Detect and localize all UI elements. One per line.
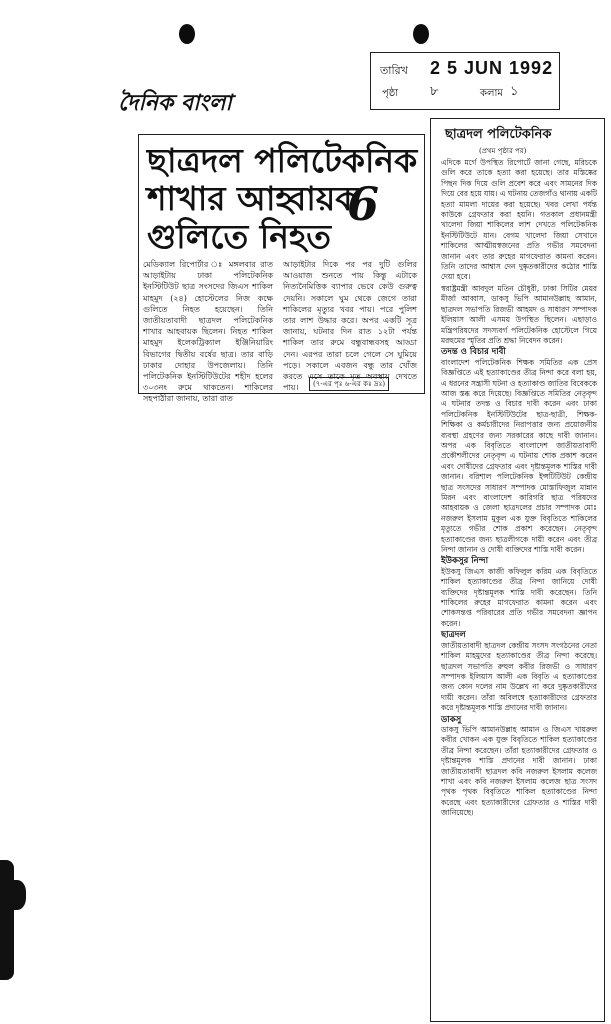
article-clipping-main (138, 134, 425, 404)
stamp-date: 2 5 JUN 1992 (430, 58, 554, 78)
headline-line-3: গুলিতে নিহত (147, 217, 332, 256)
date-stamp (370, 52, 560, 110)
stamp-column-value: ১ (510, 84, 519, 99)
newspaper-masthead: দৈনিক বাংলা (118, 90, 232, 116)
article-body-column-2: আড়াইটার দিকে পর পর দুটি গুলির আওয়াজ শুনতে পায় কিন্তু এটাকে নিত্যনৈমিত্তিক ব্যাপার ভেবে কেউ গুরুত্ব দেয়নি। সকালে ঘুম থেকে জেগে তারা শাকিলের মৃত্যুর খবর পায়। পরে পুলিশ তার লাশ উদ্ধার করে। অপর একটি সূত্র জানায়, ঘটনার দিন রাত ১২টা পর্যন্ত শাকিল তার রুমে বন্ধুবান্ধবসহ আড্ডা দেন। এরপর তারা চলে গেলে সে ঘুমিয়ে পড়ে। সকালে এবজন বন্ধু তার খোঁজ করতে এসে তাকে মৃত অবস্থায় দেখতে পায়। (283, 260, 417, 393)
article-body-column-1: মেডিক্যাল রিপোর্টার ঃ মঙ্গলবার রাত আড়াইটায় ঢাকা পলিটেকনিক ইনস্টিটিউট ছাত্র সংসদের জিএস শাকিল মাহমুদ (২৪) হোস্টেলের নিজ কক্ষে গুলিতে নিহত হয়েছেন। তিনি জাতীয়তাবাদী ছাত্রদল পলিটেকনিক শাখার আহবায়ক ছিলেন। নিহত শাকিল মাহমুদ ইলেকট্রিক্যাল ইঞ্জিনিয়ারিং বিভাগের দ্বিতীয় বর্ষের ছাত্র। তার বাড়ি ঢাকার দোহার উপজেলায়। তিনি পলিটেকনিক ইনস্টিটিউটের শহীদ হলের ৩০৩নং রুমে থাকতেন। শাকিলের সহপাঠীরা জানায়, তারা রাত (143, 260, 273, 404)
punch-hole (179, 24, 195, 44)
continued-from-note: (প্রথম পৃষ্ঠার পর) (479, 147, 527, 155)
paragraph: বাংলাদেশ পলিটেকনিক শিক্ষক সমিতির এক প্রেস বিজ্ঞপ্তিতে এই হত্যাকাণ্ডের তীব্র নিন্দা করে বলা হয়, এ ধরনের সন্ত্রাসী ঘটনা ও হত্যাকাণ্ড জাতির বিবেককে আজ স্তব্ধ করে দিয়েছে। বিজ্ঞপ্তিতে সমিতির নেতৃবৃন্দ এ ঘটনার তদন্ত ও বিচার দাবী করেন এবং ঢাকা পলিটেকনিক ইনস্টিটিউটের ছাত্র-ছাত্রী, শিক্ষক-শিক্ষিকা ও কর্মচারীদের নিরাপত্তার জন্য প্রয়োজনীয় ব্যবস্থা গ্রহণের জন্য সরকারের কাছে দাবী জানান। অপর এক বিবৃতিতে বাংলাদেশ জাতীয়তাবাদী প্রকৌশলীদের নেতৃবৃন্দ এ ঘটনায় শোক প্রকাশ করেন এবং দোষীদের গ্রেফতার এবং দৃষ্টান্তমূলক শাস্তির দাবী জানান। বরিশাল পলিটেকনিক ইন্সটিটিউট কেন্দ্রীয় ছাত্র সংসদের সাধারণ সম্পাদক মোস্তাফিজুল মান্নান মিরন এবং বাংলাদেশ কারিগরি ছাত্র পরিষদের আহবায়ক ও জেলা ছাত্রদলের প্রচার সম্পাদক মোঃ নজরুল ইসলাম মুকুল এক যুক্ত বিবৃতিতে শাকিলের মৃত্যুতে গভীর শোক প্রকাশ করেছেন। নেতৃবৃন্দ হত্যাকাণ্ডের জন্য ছাত্রলীগকে দায়ী করেন এবং তীব্র নিন্দা জানান ও দোষী ব্যক্তিদের শাস্তি দাবী করেন। (441, 357, 597, 555)
paragraph: ডাকসু ভিপি আমানউল্লাহ আমান ও জিএস খায়রুল কবীর খোকন এক যুক্ত বিবৃতিতে শাকিল হত্যাকাণ্ডের তীব্র নিন্দা করেছেন। তাঁরা হত্যাকারীদের গ্রেফতার ও দৃষ্টান্তমূলক শাস্তি প্রদানের দাবী জানান। ঢাকা জাতীয়তাবাদী ছাত্রদল কবি নজরুল ইসলাম কলেজ শাখা এবং কবি নজরুল ইসলাম কলেজ ছাত্র সংসদ পৃথক পৃথক বিবৃতিতে শাকিল হত্যাকাণ্ডের নিন্দা করেছে এবং হত্যাকারীদের গ্রেফতার ও শাস্তির দাবী জানিয়েছে। (441, 724, 597, 818)
subhead: তদন্ত ও বিচার দাবী (441, 347, 506, 358)
stamp-page-label: পৃষ্ঠা (382, 88, 399, 99)
continuation-title: ছাত্রদল পলিটেকনিক (445, 127, 552, 142)
article-clipping-continuation (430, 118, 605, 1022)
subhead: ছাত্রদল (441, 630, 466, 641)
paragraph: স্বরাষ্ট্রমন্ত্রী আবদুল মতিন চৌধুরী, ঢাকা সিটির মেয়র মীর্জা আব্বাস, ডাকসু ভিপি আমানউল্লাহ আমান, ছাত্রদল সভাপতি রিজভী আহমদ ও সাধারণ সম্পাদক ইলিয়াস আলী এসময় উপস্থিত ছিলেন। এছাড়াও মন্ত্রিপরিষদের সদস্যবর্গ পলিটেকনিক হোস্টেলে গিয়ে মরহুমের স্মৃতির প্রতি শ্রদ্ধা নিবেদন করেন। (441, 283, 597, 345)
scan-smudge (4, 880, 26, 910)
stamp-date-label: তারিখ (380, 64, 408, 77)
punch-hole (413, 24, 429, 44)
stamp-page-value: ৮ (430, 84, 439, 99)
paragraph: এদিকে মর্গে উপস্থিত রিপোর্টে জানা গেছে, মরিচকে গুলি করে তাকে হত্যা করা হয়েছে। তার মস্তিষ্কের পিছন দিক দিয়ে গুলি প্রবেশ করে এবং সামনের দিক দিয়ে বের হয়ে যায়। এ ঘটনায় তেজগাঁও থানায় একটি হত্যা মামলা দায়ের করা হয়েছে। খবর লেখা পর্যন্ত কাউকে গ্রেফতার করা হয়নি। গতকাল প্রধানমন্ত্রী খালেদা জিয়া শাকিলের লাশ দেখতে পলিটেকনিক ইনস্টিটিউটে যান। বেগম খালেদা জিয়া সেখানে শাকিলের আত্মীয়স্বজনের প্রতি গভীর সমবেদনা জানান এবং তার রুহের মাগফেরাত কামনা করেন। তিনি তাদের আশ্বাস দেন দুষ্কৃতকারীদের কঠোর শাস্তি দেয়া হবে। (441, 158, 597, 282)
stamp-column-label: কলাম (480, 88, 503, 99)
headline-number: 6 (347, 177, 380, 231)
paragraph: জাতীয়তাবাদী ছাত্রদল কেন্দ্রীয় সংসদ সংগঠনের নেতা শাকিল মাহমুদের হত্যাকাণ্ডের তীব্র নিন্দা করেছে। ছাত্রদল সভাপতি রুহুল কবীর রিজভী ও সাধারণ সম্পাদক ইলিয়াস আলী এক বিবৃতি এ হত্যাকাণ্ডের জন্য কোন দলের নাম উল্লেখ না করে দুষ্কৃতকারীদের দায়ী করেন। তাঁরা অবিলম্বে হত্যাকারীদের গ্রেফতার করে দৃষ্টান্তমূলক শাস্তি প্রদানের দাবী জানান। (441, 640, 597, 713)
scan-smudge (0, 860, 14, 980)
headline-line-2: শাখার আহ্বায়ক (147, 179, 359, 218)
paragraph: ইউকসু জিএস কাজী কফিলুল করিম এক বিবৃতিতে শাকিল হত্যাকাণ্ডের তীব্র নিন্দা জানিয়ে দোষী ব্যক্তিদের দৃষ্টান্তমূলক শাস্তি দাবী করেছেন। তিনি শাকিলের রুহের মাগফেরাত কামনা করেন এবং শোকসন্তপ্ত পরিবারের প্রতি গভীর সমবেদনা জ্ঞাপন করেন। (441, 566, 597, 628)
continuation-note: (৭-এর পৃঃ ৬-এর কঃ দ্রঃ) (309, 377, 389, 391)
continuation-body (441, 157, 597, 819)
headline-line-1: ছাত্রদল পলিটেকনিক (147, 141, 418, 180)
subhead: ইউকসুর নিন্দা (441, 556, 489, 567)
subhead: ডাকসু (441, 714, 462, 725)
